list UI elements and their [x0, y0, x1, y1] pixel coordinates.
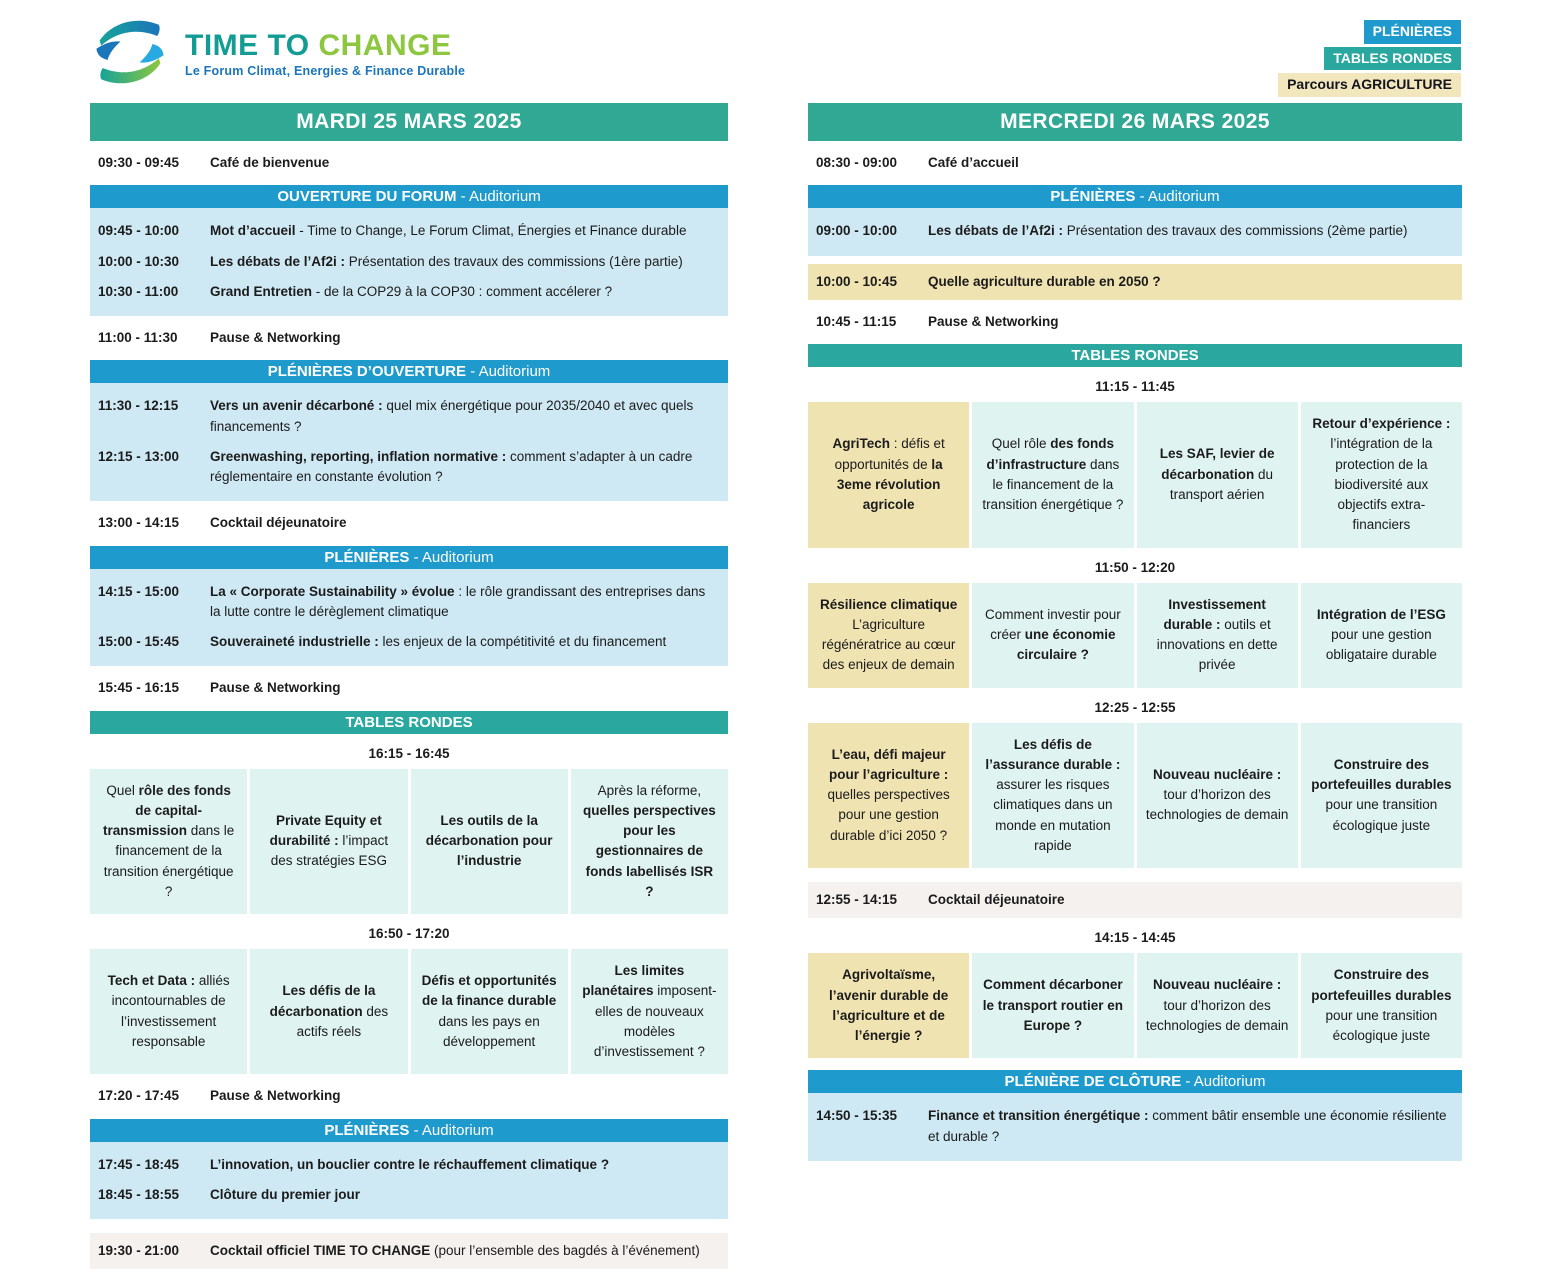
- event-title: Mot d’accueil - Time to Change, Le Forum Climat, Énergies et Finance durable: [210, 223, 687, 239]
- roundtable-topic-cell: [1301, 583, 1462, 688]
- roundtable-topic: Comment investir pour créer une économie circulaire ?: [984, 606, 1121, 663]
- time-range: 14:15 - 15:00: [98, 583, 180, 599]
- section-label: PLÉNIÈRE DE CLÔTURE: [1004, 1073, 1182, 1091]
- roundtable-grid: [90, 769, 728, 915]
- section-header: [808, 1070, 1462, 1093]
- section-label: TABLES RONDES: [1071, 347, 1199, 364]
- roundtable-topic: Private Equity et durabilité : l’impact des stratégies ESG: [269, 812, 389, 869]
- roundtable-slot-time: 11:15 - 11:45: [1095, 379, 1175, 394]
- roundtable-topic: Les défis de l’assurance durable : assurer les risques climatiques dans un monde en mutation rapide: [985, 736, 1121, 853]
- section-label: PLÉNIÈRES: [1050, 188, 1136, 206]
- time-range: 11:00 - 11:30: [98, 330, 178, 345]
- time-range: 15:45 - 16:15: [98, 680, 180, 696]
- event-title: Souveraineté industrielle : les enjeux de la compétitivité et du financement: [210, 634, 667, 649]
- time-range: 17:20 - 17:45: [98, 1088, 180, 1104]
- event-title: Cocktail officiel TIME TO CHANGE (pour l’ensemble des bagdés à l’événement): [210, 1243, 700, 1258]
- event-title: Café d’accueil: [928, 155, 1019, 170]
- roundtable-topic: Nouveau nucléaire : tour d’horizon des technologies de demain: [1145, 977, 1289, 1033]
- time-range: 18:45 - 18:55: [98, 1186, 180, 1202]
- section-body: [90, 383, 728, 501]
- schedule-row: [98, 216, 722, 246]
- time-range: 15:00 - 15:45: [98, 634, 180, 649]
- roundtable-topic-cell: [250, 769, 407, 915]
- section-body: [808, 1093, 1462, 1161]
- schedule-row: [98, 153, 728, 173]
- schedule-row: [816, 312, 1462, 332]
- time-range: 10:00 - 10:30: [98, 253, 180, 269]
- roundtable-topic: Résilience climatique L’agriculture régénératrice au cœur des enjeux de demain: [819, 596, 958, 673]
- event-title: Café de bienvenue: [210, 155, 330, 170]
- section-header-tables-rondes: [808, 344, 1462, 367]
- schedule-row: [98, 328, 728, 348]
- roundtable-topic-cell: [90, 769, 247, 915]
- schedule-row: [98, 678, 728, 698]
- event-title: Pause & Networking: [210, 330, 341, 345]
- section-header: [90, 185, 728, 208]
- section-body: [808, 208, 1462, 255]
- legend-plenieres-badge: PLÉNIÈRES: [1364, 20, 1461, 44]
- schedule-row: [816, 1101, 1456, 1152]
- time-range: 12:15 - 13:00: [98, 448, 180, 464]
- time-range: 09:30 - 09:45: [98, 155, 180, 170]
- event-title: La « Corporate Sustainability » évolue : le rôle grandissant des entreprises dans la lutte contre le dérèglement climatique: [210, 583, 706, 619]
- day1-title: MARDI 25 MARS 2025: [90, 103, 728, 141]
- section-plenieres-apres-midi: [90, 546, 728, 667]
- event-title: Pause & Networking: [928, 313, 1059, 329]
- event-title: Les débats de l’Af2i : Présentation des travaux des commissions (2ème partie): [928, 223, 1408, 239]
- section-label: TABLES RONDES: [345, 713, 473, 731]
- roundtable-grid: [808, 953, 1462, 1058]
- cocktail-row: [90, 1233, 728, 1269]
- logo-name: [185, 31, 465, 61]
- roundtable-topic-cell: [1137, 583, 1298, 688]
- event-title: Les débats de l’Af2i : Présentation des travaux des commissions (1ère partie): [210, 253, 683, 269]
- roundtable-grid: [808, 723, 1462, 869]
- logo-globe-icon: [85, 12, 175, 97]
- roundtable-topic: Retour d’expérience : l’intégration de la protection de la biodiversité aux objectifs extra-financiers: [1312, 416, 1451, 533]
- roundtable-topic: Construire des portefeuilles durables pour une transition écologique juste: [1311, 967, 1452, 1043]
- schedule-row: [816, 216, 1456, 246]
- roundtable-topic: Quel rôle des fonds d’infrastructure dans le financement de la transition énergétique ?: [982, 436, 1124, 512]
- event-title: Cocktail déjeunatoire: [210, 515, 347, 531]
- roundtable-topic-cell-agriculture: [808, 723, 969, 869]
- event-title: Clôture du premier jour: [210, 1186, 361, 1202]
- time-range: 11:30 - 12:15: [98, 398, 179, 414]
- schedule-row: [98, 277, 722, 307]
- section-body: [90, 1142, 728, 1220]
- legend-parcours-agriculture-badge: Parcours AGRICULTURE: [1278, 73, 1461, 97]
- schedule-row: [816, 153, 1462, 173]
- roundtable-topic: Construire des portefeuilles durables pour une transition écologique juste: [1311, 756, 1452, 833]
- section-location: - Auditorium: [1181, 1073, 1266, 1091]
- schedule-row: [98, 442, 722, 493]
- schedule-row: [98, 247, 722, 277]
- section-label: OUVERTURE DU FORUM: [277, 188, 457, 206]
- event-title: L’innovation, un bouclier contre le réchauffement climatique ?: [210, 1156, 610, 1172]
- schedule-row: [98, 1180, 722, 1210]
- section-header-tables-rondes: [90, 711, 728, 734]
- roundtable-topic: Après la réforme, quelles perspectives pour les gestionnaires de fonds labellisés ISR ?: [582, 782, 716, 899]
- legend: [1278, 12, 1461, 97]
- roundtable-topic: AgriTech : défis et opportunités de la 3eme révolution agricole: [832, 436, 945, 512]
- roundtable-topic: Les défis de la décarbonation des actifs réels: [269, 983, 389, 1039]
- roundtable-topic: Agrivoltaïsme, l’avenir durable de l’agriculture et de l’énergie ?: [828, 967, 949, 1043]
- event-title: Finance et transition énergétique : comment bâtir ensemble une économie résiliente et durable ?: [928, 1108, 1447, 1144]
- event-title: Pause & Networking: [210, 680, 341, 696]
- day1-column: [90, 103, 728, 1269]
- roundtable-topic-cell: [1137, 953, 1298, 1058]
- time-range: 10:00 - 10:45: [816, 273, 898, 289]
- schedule-row: [98, 577, 722, 628]
- roundtable-topic: Nouveau nucléaire : tour d’horizon des technologies de demain: [1145, 766, 1289, 823]
- schedule-row: [98, 513, 728, 533]
- event-title: Grand Entretien - de la COP29 à la COP30 : comment accélerer ?: [210, 283, 613, 299]
- roundtable-topic-cell-agriculture: [808, 402, 969, 548]
- section-label: PLÉNIÈRES D’OUVERTURE: [267, 363, 467, 381]
- schedule-row: [98, 1086, 728, 1106]
- roundtable-slot-time: 14:15 - 14:45: [1094, 930, 1176, 946]
- section-location: - Auditorium: [409, 548, 494, 566]
- event-title: Cocktail déjeunatoire: [928, 892, 1065, 907]
- roundtable-topic-cell: [972, 723, 1133, 869]
- day2-title: MERCREDI 26 MARS 2025: [808, 103, 1462, 141]
- agriculture-plenary-row: [808, 264, 1462, 300]
- roundtable-topic: Comment décarboner le transport routier en Europe ?: [982, 977, 1124, 1033]
- event-title: Vers un avenir décarboné : quel mix énergétique pour 2035/2040 et avec quels financements ?: [210, 398, 694, 434]
- roundtable-topic-cell-agriculture: [808, 953, 969, 1058]
- roundtable-grid: [808, 402, 1462, 548]
- section-header: [808, 185, 1462, 208]
- section-pleniere-cloture: [808, 1070, 1462, 1161]
- roundtable-topic-cell: [90, 949, 247, 1074]
- roundtable-topic: Quel rôle des fonds de capital-transmission dans le financement de la transition énergétique ?: [102, 782, 235, 899]
- time-range: 10:45 - 11:15: [816, 313, 897, 329]
- schedule-row: [98, 1150, 722, 1180]
- section-label: PLÉNIÈRES: [324, 548, 410, 566]
- event-title: Quelle agriculture durable en 2050 ?: [928, 273, 1161, 289]
- day2-column: [808, 103, 1462, 1161]
- section-location: - Auditorium: [456, 188, 541, 206]
- roundtable-topic: L’eau, défi majeur pour l’agriculture : quelles perspectives pour une gestion durable d’ici 2050 ?: [827, 746, 950, 843]
- time-range: 17:45 - 18:45: [98, 1156, 180, 1172]
- section-header: [90, 360, 728, 383]
- roundtable-slot-time: 12:25 - 12:55: [1094, 699, 1176, 715]
- logo-name-teal: TIME TO: [185, 29, 319, 62]
- roundtable-grid: [808, 583, 1462, 688]
- roundtable-topic-cell: [1137, 723, 1298, 869]
- section-location: - Auditorium: [466, 363, 551, 381]
- event-title: Pause & Networking: [210, 1088, 341, 1104]
- lunch-row: [808, 882, 1462, 918]
- top-bar: [85, 12, 1461, 97]
- roundtable-topic: Défis et opportunités de la finance durable dans les pays en développement: [421, 973, 557, 1049]
- section-body: [90, 208, 728, 316]
- roundtable-topic: Investissement durable : outils et innovations en dette privée: [1156, 596, 1278, 673]
- section-header: [90, 546, 728, 569]
- time-range: 10:30 - 11:00: [98, 283, 179, 299]
- roundtable-topic: Tech et Data : alliés incontournables de l’investissement responsable: [107, 973, 230, 1049]
- roundtable-grid: [90, 949, 728, 1074]
- roundtable-topic-cell: [411, 949, 568, 1074]
- roundtable-topic: Les SAF, levier de décarbonation du transport aérien: [1159, 446, 1275, 502]
- logo-tagline: Le Forum Climat, Energies & Finance Durable: [185, 64, 466, 78]
- section-location: - Auditorium: [1135, 188, 1220, 206]
- section-label: PLÉNIÈRES: [324, 1121, 410, 1139]
- time-range: 12:55 - 14:15: [816, 892, 898, 907]
- roundtable-topic-cell: [411, 769, 568, 915]
- time-range: 14:50 - 15:35: [816, 1108, 898, 1124]
- time-range: 13:00 - 14:15: [98, 515, 180, 531]
- roundtable-topic-cell: [1301, 402, 1462, 548]
- roundtable-slot-time: 16:50 - 17:20: [368, 926, 450, 941]
- logo-name-green: CHANGE: [318, 29, 452, 62]
- roundtable-topic-cell: [250, 949, 407, 1074]
- schedule-row: [98, 391, 722, 442]
- event-title: Greenwashing, reporting, inflation normative : comment s’adapter à un cadre réglementaire en constante évolution ?: [210, 448, 693, 484]
- roundtable-topic-cell: [1301, 723, 1462, 869]
- roundtable-topic-cell: [571, 949, 728, 1074]
- roundtable-topic-cell: [1301, 953, 1462, 1058]
- section-location: - Auditorium: [409, 1121, 494, 1139]
- section-plenieres-matin: [808, 185, 1462, 255]
- roundtable-topic-cell-agriculture: [808, 583, 969, 688]
- roundtable-topic: Intégration de l’ESG pour une gestion obligataire durable: [1316, 606, 1446, 663]
- roundtable-topic: Les limites planétaires imposent-elles de nouveaux modèles d’investissement ?: [582, 963, 717, 1059]
- section-ouverture-du-forum: [90, 185, 728, 316]
- roundtable-slot-time: 11:50 - 12:20: [1094, 559, 1176, 575]
- section-plenieres-soir: [90, 1119, 728, 1220]
- legend-tables-rondes-badge: TABLES RONDES: [1324, 47, 1461, 71]
- section-body: [90, 569, 728, 667]
- logo-text: [185, 31, 465, 78]
- roundtable-topic-cell: [972, 583, 1133, 688]
- roundtable-slot-time: 16:15 - 16:45: [368, 745, 450, 761]
- roundtable-topic-cell: [972, 953, 1133, 1058]
- roundtable-topic-cell: [972, 402, 1133, 548]
- time-range: 09:45 - 10:00: [98, 223, 180, 239]
- roundtable-topic-cell: [1137, 402, 1298, 548]
- time-range: 19:30 - 21:00: [98, 1243, 180, 1258]
- roundtable-topic: Les outils de la décarbonation pour l’industrie: [425, 812, 553, 869]
- section-plenieres-ouverture: [90, 360, 728, 501]
- time-to-change-logo: [85, 12, 465, 97]
- time-range: 08:30 - 09:00: [816, 155, 898, 170]
- time-range: 09:00 - 10:00: [816, 223, 898, 239]
- roundtable-topic-cell: [571, 769, 728, 915]
- section-header: [90, 1119, 728, 1142]
- schedule-row: [98, 627, 722, 657]
